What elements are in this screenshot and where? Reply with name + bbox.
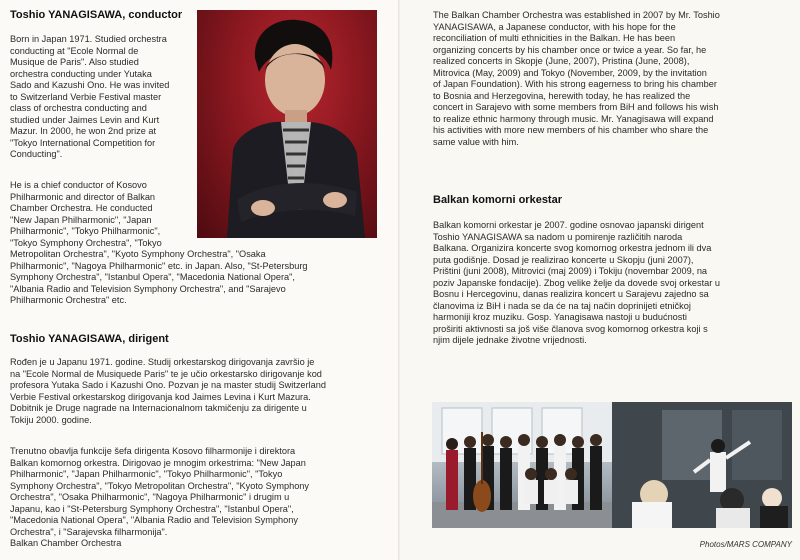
text-line: Orchestra", i "Sarajevska filharmonija".: [10, 526, 168, 537]
text-line: realized concerts in Skopje (June, 2007), Pristina (June, 2008),: [433, 56, 690, 66]
text-line: proširiti aktivnosti sa još više članova svog komornog orkestra koji s: [433, 323, 708, 334]
text-line: same value with him.: [433, 136, 519, 147]
text-line: Musique de Paris". Also studied: [10, 57, 139, 67]
photo-credit: Photos/MARS COMPANY: [699, 540, 792, 549]
bio-bs-paragraph-2: [10, 446, 309, 550]
text-line: Trenutno obavlja funkcije šefa dirigenta Kosovo filharmonije i direktora: [10, 446, 296, 456]
text-line: Philharmonic Orchestra" etc.: [10, 295, 127, 305]
text-line: Dobitnik je Druge nagrade na Internacionalnom takmičenju za dirigente u: [10, 403, 307, 413]
text-line: Balkan komornog orkestra. Dirigovao je mnogim orkestrima: "New Japan: [10, 457, 306, 468]
text-line: Rođen je u Japanu 1971. godine. Studij orkestarskog dirigovanja završio je: [10, 357, 315, 367]
text-line: članovima iz BiH i nada se da će na taj način doprinijeti etničkoj: [433, 300, 691, 311]
text-line: organizing concerts by his chamber once or twice a year. So far, he: [433, 44, 707, 55]
heading-orchestra-bs: Balkan komorni orkestar: [433, 194, 562, 206]
text-line: reconciliation of multi ethnicities in the Balkan. He has been: [433, 33, 676, 43]
text-line: Chamber Orchestra. He conducted: [10, 203, 153, 213]
text-line: The Balkan Chamber Orchestra was established in 2007 by Mr. Toshio: [433, 10, 720, 20]
text-line: "Macedonia National Opera", "Albania Radio and Television Symphony: [10, 515, 298, 525]
text-line: studied under Jaimes Levin and Kurt: [10, 114, 160, 125]
text-line: He is a chief conductor of Kosovo: [10, 180, 147, 190]
text-line: to Bosnia and Herzegovina, herewith today, he has realized the: [433, 90, 691, 101]
text-line: concert in Sarajevo with some members from BiH and follows his wish: [433, 102, 719, 112]
text-line: "Tokyo International Competition for: [10, 137, 156, 148]
text-line: Metropolitan Orchestra", "Kyoto Symphony Orchestra", "Osaka: [10, 249, 266, 259]
text-line: poziv Japanske fondacije). Zbog velike želje da dovede svoj orkestar u: [433, 277, 721, 288]
text-line: conducting at "Ecole Normal de: [10, 45, 139, 56]
text-line: Verbie Festival orkestarskog dirigovanja kod Jaimes Levina i Kurt Mazura.: [10, 391, 311, 402]
text-line: Balkana. Organizira koncerte svog komornog orkestra jednom ili dva: [433, 243, 712, 253]
orchestra-bs-paragraph: [433, 220, 720, 347]
text-line: Born in Japan 1971. Studied orchestra: [10, 34, 167, 44]
text-line: orchestra conducting under Yutaka: [10, 68, 152, 79]
conductor-portrait-photo: [197, 10, 377, 238]
text-line: puta godišnje. Dosad je realizirao koncerte u Skopju (juni 2007),: [433, 254, 694, 265]
text-line: class of orchestra conducting and: [10, 103, 147, 113]
text-line: Mitrovica (May, 2009) and Tokyo (November, 2009, by the invitation: [433, 67, 707, 78]
text-line: Philharmonic", "Japan Philharmonic", "Tokyo Philharmonic", "Tokyo: [10, 469, 283, 479]
text-line: "New Japan Philharmonic", "Japan: [10, 214, 152, 225]
text-line: Balkan komorni orkestar je 2007. godine osnovao japanski dirigent: [433, 220, 704, 230]
text-line: Prištini (juni 2008), Mitrovici (maj 2009) i Tokiju (novembar 2009, na: [433, 266, 708, 276]
text-line: Symphony Orchestra", "Istanbul Opera", "Macedonia National Opera",: [10, 272, 295, 282]
text-line: to realize ethnic harmony through music. Mr. Yanagisawa will expand: [433, 113, 714, 124]
text-line: Mazur. In 2000, he won 2nd prize at: [10, 126, 157, 136]
bio-bs-paragraph-1: [10, 357, 326, 426]
text-line: Tokiju 2000. godine.: [10, 414, 92, 425]
text-line: Balkan Chamber Orchestra: [10, 538, 122, 548]
text-line: Conducting".: [10, 149, 63, 159]
text-line: Bosnu i Hercegovinu, danas realizira koncert u Sarajevu zajedno sa: [433, 289, 709, 299]
text-line: na "Ecole Normal de Musiquede Paris" te je učio orkestarsko dirigovanje kod: [10, 368, 322, 379]
bio-en-paragraph-1: [10, 34, 169, 161]
text-line: "Albania Radio and Television Symphony Orchestra", and "Sarajevo: [10, 283, 286, 294]
text-line: njim dijele jednake životne vrijednosti.: [433, 335, 587, 345]
text-line: of Japan Foundation). With his strong eagerness to bring his chamber: [433, 79, 717, 89]
text-line: to Switzerland Verbie Festival master: [10, 91, 162, 102]
text-line: Symphony Orchestra", "Tokyo Metropolitan Orchestra", "Kyoto Symphony: [10, 480, 310, 491]
orchestra-photo: [432, 402, 792, 528]
text-line: Japanu, kao i "St-Petersburg Symphony Orchestra", "Istanbul Opera",: [10, 503, 294, 514]
text-line: his activities with more new members of his chamber who share the: [433, 125, 709, 135]
text-line: Orchestra", "Osaka Philharmonic", "Nagoya Philharmonic" i drugim u: [10, 492, 290, 502]
heading-conductor-en: Toshio YANAGISAWA, conductor: [10, 9, 183, 21]
text-line: harmoniji kroz muziku. Gosp. Yanagisawa nastoji u budućnosti: [433, 312, 687, 322]
text-line: YANAGISAWA, a Japanese conductor, with his hope for the: [433, 21, 676, 32]
text-line: Philharmonic", "Nagoya Philharmonic" etc. in Japan. Also, "St-Petersburg: [10, 260, 308, 271]
text-line: Toshio YANAGISAWA sa nadom u pomirenje različitih naroda: [433, 231, 683, 242]
text-line: "Tokyo Symphony Orchestra", "Tokyo: [10, 237, 162, 248]
orchestra-en-paragraph: [433, 10, 720, 148]
heading-conductor-bs: Toshio YANAGISAWA, dirigent: [10, 333, 169, 345]
text-line: Sado and Kazushi Ono. He was invited: [10, 80, 170, 90]
text-line: Philharmonic and director of Balkan: [10, 191, 156, 202]
text-line: profesora Yutaka Sado i Kazushi Ono. Pozvan je na master studij Switzerland: [10, 380, 326, 390]
text-line: Philharmonic", "Tokyo Philharmonic",: [10, 226, 161, 236]
